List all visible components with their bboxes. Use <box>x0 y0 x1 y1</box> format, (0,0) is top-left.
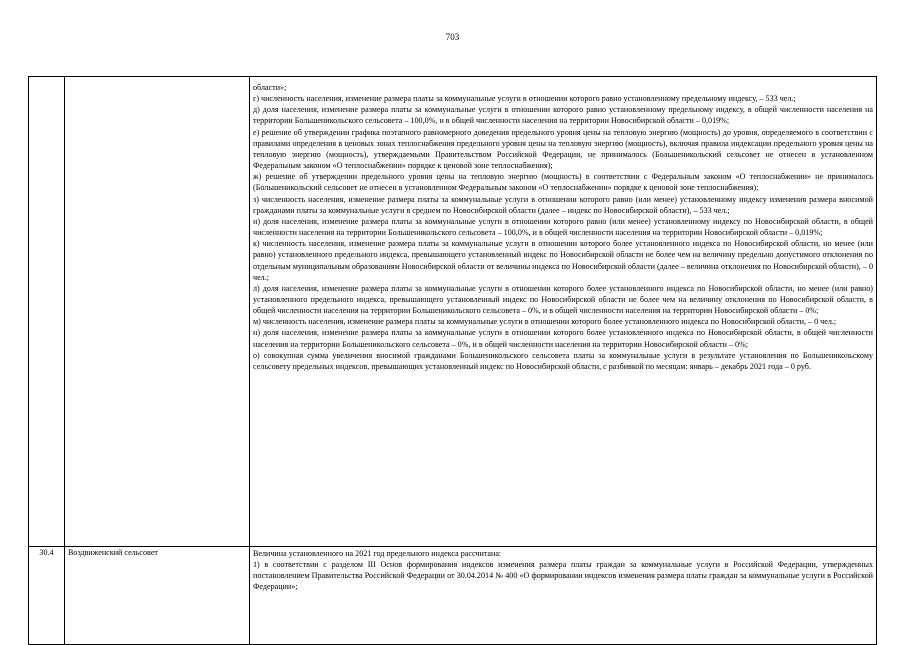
page-number: 703 <box>445 32 460 42</box>
paragraph: и) доля населения, изменение размера платы за коммунальные услуги в отношении которого равно (или менее) установленному индексу по Новосибирской области, в общей численности населения на территории Большеникольского сельсовета – 100,0%, и в общей численности населения на территории Новосибирской области – 0,019%; <box>253 216 873 238</box>
paragraph: 1) в соответствии с разделом III Основ формирования индексов изменения размера платы граждан за коммунальные услуги в Российской Федерации, утвержденных постановлением Правительства Российской Федерации от 30.04.2014 № 400 «О формировании индексов изменения размера платы граждан за коммунальные услуги в Российской Федерации»; <box>253 560 873 592</box>
paragraph: г) численность населения, изменение размера платы за коммунальные услуги в отношении которого равно установленному предельному индексу, – 533 чел.; <box>253 94 796 104</box>
municipality-name-cell: Воздвиженский сельсовет <box>65 547 250 645</box>
paragraph: н) доля населения, изменение размера платы за коммунальные услуги в отношении которого более установленного индекса по Новосибирской области, в общей численности населения на территории Большеникольского сельсовета – 0%, и в общей численности населения на территории Новосибирской области – 0%; <box>253 328 873 349</box>
paragraph: е) решение об утверждении графика поэтапного равномерного доведения предельного уровня цены на тепловую энергию (мощность) до уровня, определяемого в соответствии с правилами определения в ценовых зонах теплоснабжения предельного уровня цены на тепловую энергию (мощность), включая правила индексации предельного уровня цены на тепловую энергию (мощность), утверждаемыми Правительством Российской Федерации, не принималось (Большеникольский сельсовет не отнесен в установленном Федеральным законом «О теплоснабжении» порядке к ценовой зоне теплоснабжения); <box>253 127 873 171</box>
paragraph: к) численность населения, изменение размера платы за коммунальные услуги в отношении которого более установленного индекса по Новосибирской области, но менее (или равно) установленного предельного индекса, превышающего установленный индекс по Новосибирской области не более чем на величину предельно допустимого отклонения по отдельным муниципальным образованиям Новосибирской области от величины индекса по Новосибирской области (далее – величина отклонения по Новосибирской области), – 0 чел.; <box>253 239 873 282</box>
paragraph: о) совокупная сумма увеличения вносимой гражданами Большеникольского сельсовета платы за коммунальные услуги в результате установления по Большеникольскому сельсовету предельных индексов, превышающих установленный индекс по Новосибирской области, с разбивкой по месяцам: январь – декабрь 2021 года – 0 руб. <box>253 350 873 371</box>
description-cell <box>250 77 877 547</box>
paragraph: л) доля населения, изменение размера платы за коммунальные услуги в отношении которого более установленного индекса по Новосибирской области, но менее (или равно) установленного предельного индекса, превышающего установленный индекс по Новосибирской области не более чем на величину отклонения по Новосибирской области, в общей численности населения на территории Большеникольского сельсовета – 0%, и в общей численности населения на территории Новосибирской области – 0%; <box>253 283 873 316</box>
paragraph: Величина установленного на 2021 год предельного индекса рассчитана: <box>253 549 502 558</box>
table-row <box>29 547 877 645</box>
paragraph: области»; <box>253 83 287 92</box>
row-number-cell: 30.4 <box>29 547 65 645</box>
municipality-name-cell <box>65 77 250 547</box>
description-cell <box>250 547 877 645</box>
paragraph: м) численность населения, изменение размера платы за коммунальные услуги в отношении которого более установленного индекса по Новосибирской области, – 0 чел.; <box>253 317 837 327</box>
paragraph: з) численность населения, изменение размера платы за коммунальные услуги в отношении которого равно (или менее) установленному индексу изменения размера вносимой гражданами платы за коммунальные услуги в среднем по Новосибирской области (далее – индекс по Новосибирской области), – 533 чел.; <box>253 194 873 215</box>
paragraph: ж) решение об утверждении предельного уровня цены на тепловую энергию (мощность) в соответствии с Федеральным законом «О теплоснабжении» не принималось (Большеникольский сельсовет не отнесен в установленном Федеральным законом «О теплоснабжении» порядке к ценовой зоне теплоснабжения); <box>253 172 873 193</box>
paragraph: д) доля населения, изменение размера платы за коммунальные услуги в отношении которого равно установленному предельному индексу, в общей численности населения на территории Большеникольского сельсовета – 100,0%, и в общей численности населения на территории Новосибирской области – 0,019%; <box>253 105 873 126</box>
document-table <box>28 76 877 645</box>
row-number-cell <box>29 77 65 547</box>
table-row <box>29 77 877 547</box>
